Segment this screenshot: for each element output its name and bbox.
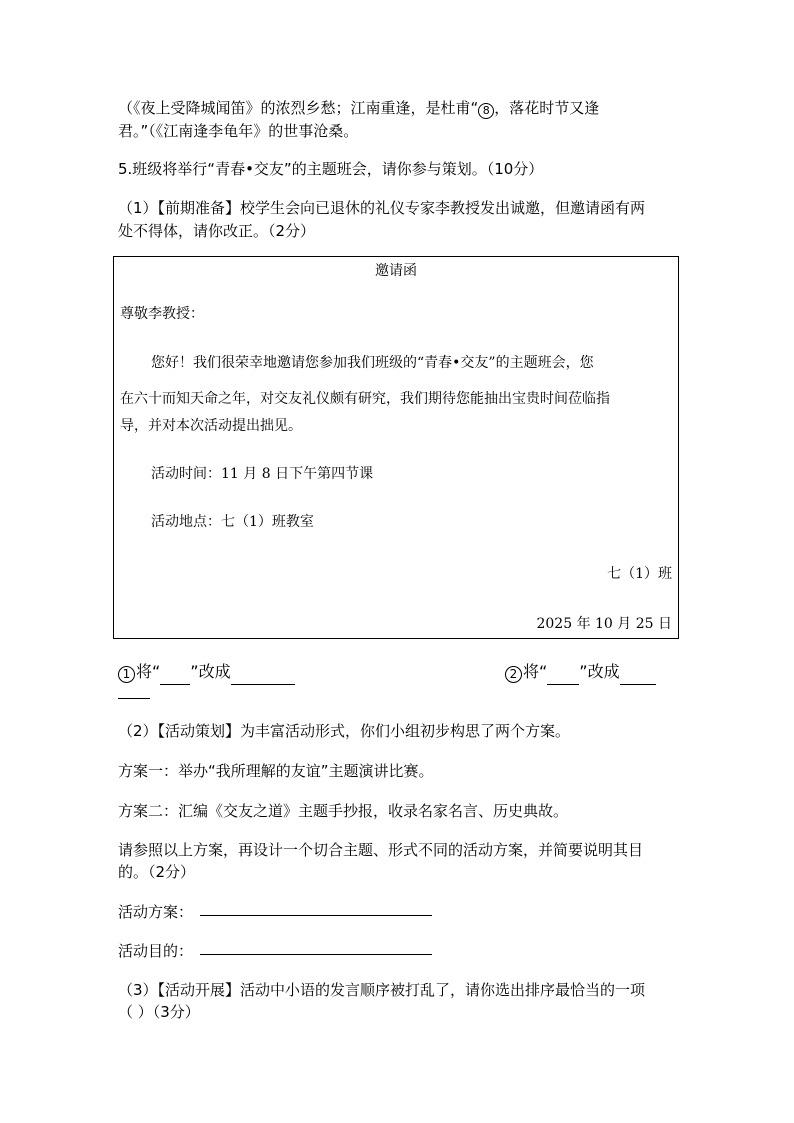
blank-original-1[interactable] (160, 660, 190, 685)
plan-2: 方案二：汇编《交友之道》主题手抄报，收录名家名言、历史典故。 (118, 802, 569, 820)
blank-correction-2-continued[interactable] (118, 698, 150, 699)
plan-1: 方案一：举办“我所理解的友谊”主题演讲比赛。 (118, 762, 434, 780)
activity-plan-label: 活动方案： (118, 903, 194, 921)
invitation-place: 活动地点：七（1）班教室 (151, 514, 314, 530)
invitation-body-line-2: 在六十而知天命之年，对交友礼仪颇有研究，我们期待您能抽出宝贵时间莅临指 (120, 391, 610, 407)
circled-number-8: 8 (478, 103, 494, 119)
invitation-signature: 七（1）班 (607, 566, 672, 582)
question-5-1-line-1: （1）【前期准备】校学生会向已退休的礼仪专家李教授发出诚邀，但邀请函有两 (118, 199, 646, 217)
fill-item-1-text-a: 将“ (136, 662, 161, 681)
invitation-salutation: 尊敬李教授： (120, 306, 204, 322)
question-5-2-intro: （2）【活动策划】为丰富活动形式，你们小组初步构思了两个方案。 (118, 722, 571, 740)
blank-original-2[interactable] (547, 660, 579, 685)
invitation-date: 2025 年 10 月 25 日 (536, 616, 672, 632)
question-5-1-line-2: 处不得体，请你改正。（2分） (118, 222, 316, 240)
invitation-body-line-1: 您好！我们很荣幸地邀请您参加我们班级的“青春•交友”的主题班会，您 (151, 355, 594, 371)
question-5-3-line-1: （3）【活动开展】活动中小语的发言顺序被打乱了，请你选出排序最恰当的一项 (118, 981, 646, 999)
circled-number-2: 2 (505, 666, 522, 683)
blank-correction-1[interactable] (231, 660, 295, 685)
fill-item-2 (505, 660, 656, 685)
intro-line-2: 君。”（《江南逢李龟年》的世事沧桑。 (118, 122, 359, 140)
intro-text-a: （《夜上受降城闻笛》的浓烈乡愁；江南重逢，是杜甫“ (118, 99, 479, 117)
invitation-title: 邀请函 (375, 263, 417, 279)
activity-plan-answer-line[interactable] (200, 915, 432, 916)
intro-text-b: ，落花时节又逢 (494, 99, 600, 117)
invitation-time: 活动时间：11 月 8 日下午第四节课 (151, 466, 374, 482)
invitation-body-line-3: 导，并对本次活动提出拙见。 (120, 418, 302, 434)
question-5-3-line-2: （ ）（3分） (118, 1003, 200, 1021)
activity-purpose-answer-line[interactable] (200, 954, 432, 955)
fill-item-1-text-b: ”改成 (190, 662, 231, 681)
fill-item-2-text-b: ”改成 (579, 662, 620, 681)
fill-item-2-text-a: 将“ (523, 662, 548, 681)
blank-correction-2[interactable] (620, 660, 656, 685)
question-5-title: 5.班级将举行“青春•交友”的主题班会，请你参与策划。（10分） (118, 160, 544, 178)
question-5-2-ask-line-2: 的。（2分） (118, 863, 196, 881)
invitation-letter-box (113, 256, 679, 639)
intro-line-1 (118, 96, 599, 120)
fill-item-1 (118, 660, 295, 685)
activity-purpose-label: 活动目的： (118, 942, 194, 960)
circled-number-1: 1 (118, 666, 135, 683)
question-5-2-ask-line-1: 请参照以上方案，再设计一个切合主题、形式不同的活动方案，并简要说明其目 (118, 841, 644, 859)
